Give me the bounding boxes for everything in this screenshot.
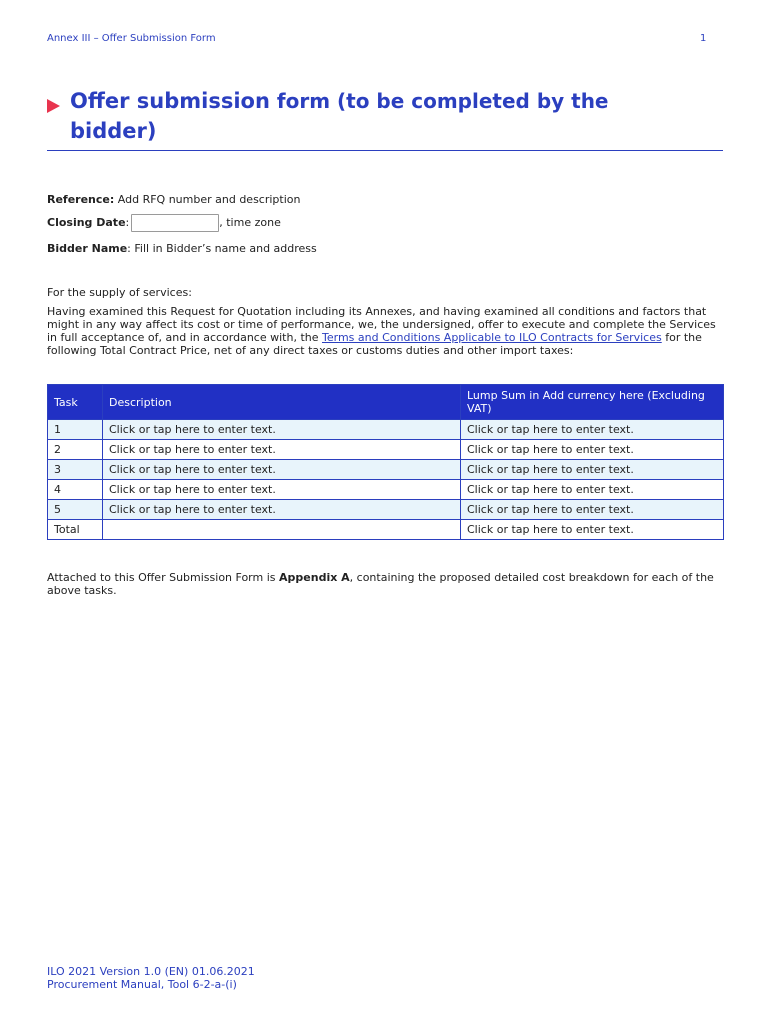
lump-sum-cell[interactable]: Click or tap here to enter text.	[461, 500, 724, 520]
title-line1-b: form (to be completed by the	[269, 89, 609, 113]
attached-paragraph	[47, 571, 725, 597]
table-row	[48, 500, 724, 520]
closing-date-colon: :	[125, 216, 130, 229]
page-title	[47, 86, 723, 146]
title-line2: bidder)	[70, 119, 157, 143]
title-text	[70, 86, 723, 116]
description-cell[interactable]: Click or tap here to enter text.	[103, 420, 461, 440]
lump-sum-cell[interactable]: Click or tap here to enter text.	[461, 420, 724, 440]
page-number: 1	[700, 33, 707, 44]
title-divider	[47, 150, 723, 151]
description-cell[interactable]: Click or tap here to enter text.	[103, 440, 461, 460]
task-cell: 3	[48, 460, 103, 480]
lump-sum-cell[interactable]: Click or tap here to enter text.	[461, 440, 724, 460]
bidder-name-line	[47, 242, 317, 255]
closing-date-line	[47, 214, 281, 232]
footer-manual-ref: Procurement Manual, Tool 6-2-a-(i)	[47, 978, 237, 991]
description-cell[interactable]: Click or tap here to enter text.	[103, 500, 461, 520]
reference-label: Reference:	[47, 193, 115, 206]
offer-paragraph	[47, 305, 725, 357]
header-task: Task	[48, 385, 103, 420]
table-row	[48, 420, 724, 440]
table-row	[48, 460, 724, 480]
closing-date-field[interactable]	[131, 214, 219, 232]
reference-line	[47, 193, 300, 206]
reference-value[interactable]: Add RFQ number and description	[114, 193, 301, 206]
task-cell: 2	[48, 440, 103, 460]
bullet-arrow-icon	[47, 99, 60, 113]
lump-sum-cell[interactable]: Click or tap here to enter text.	[461, 480, 724, 500]
bidder-name-value[interactable]: : Fill in Bidder’s name and address	[127, 242, 317, 255]
offer-text-before: Having examined this Request for Quotation including its Annexes, and having examined all conditions and factors that might in any way affect its cost or time of performance, we, the undersigned, offer to execute and complete the Services in full acceptance of, and in accordance with, the	[47, 305, 716, 344]
task-cell: 1	[48, 420, 103, 440]
table-row	[48, 440, 724, 460]
description-cell[interactable]: Click or tap here to enter text.	[103, 480, 461, 500]
header-description: Description	[103, 385, 461, 420]
table-header-row	[48, 385, 724, 420]
header-lump-sum: Lump Sum in Add currency here (Excluding VAT)	[461, 385, 724, 420]
page-footer	[47, 965, 255, 991]
table-total-row	[48, 520, 724, 540]
attached-text-before: Attached to this Offer Submission Form is	[47, 571, 280, 584]
task-cell: 4	[48, 480, 103, 500]
description-cell[interactable]: Click or tap here to enter text.	[103, 460, 461, 480]
closing-date-label: Closing Date	[47, 216, 126, 229]
total-description-cell	[103, 520, 461, 540]
footer-version: ILO 2021 Version 1.0 (EN) 01.06.2021	[47, 965, 255, 978]
offer-text-after: for the following Total Contract Price, net of any direct taxes or customs duties and other import taxes:	[47, 331, 702, 357]
running-header: Annex III – Offer Submission Form	[47, 33, 216, 44]
supply-line: For the supply of services:	[47, 286, 192, 299]
task-cell: 5	[48, 500, 103, 520]
terms-link[interactable]: Terms and Conditions Applicable to ILO Contracts for Services	[322, 331, 662, 344]
appendix-a-label: Appendix A	[279, 571, 350, 584]
attached-text-after: , containing the proposed detailed cost breakdown for each of the above tasks.	[47, 571, 714, 597]
title-line1-a: Offer submission	[70, 89, 270, 113]
total-lump-sum-cell[interactable]: Click or tap here to enter text.	[461, 520, 724, 540]
task-pricing-table	[47, 384, 724, 540]
time-zone-text[interactable]: , time zone	[219, 216, 281, 229]
table-row	[48, 480, 724, 500]
total-label-cell: Total	[48, 520, 103, 540]
bidder-name-label: Bidder Name	[47, 242, 128, 255]
lump-sum-cell[interactable]: Click or tap here to enter text.	[461, 460, 724, 480]
